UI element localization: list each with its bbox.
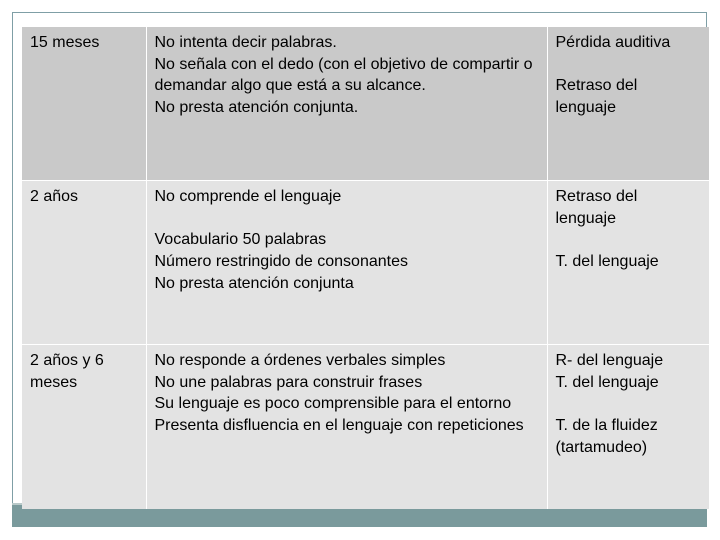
diagnosis-text: R- del lenguaje: [555, 352, 664, 369]
diagnosis-text: Retraso del lenguaje: [555, 77, 642, 117]
sign-text: No presta atención conjunta: [154, 274, 354, 292]
diagnosis-cell: [547, 345, 709, 510]
table-row: [22, 181, 709, 345]
diagnosis-text: Pérdida auditiva: [555, 34, 671, 51]
age-label: 15 meses: [30, 34, 100, 51]
table-row: [22, 345, 709, 510]
sign-text: Su lenguaje es poco comprensible para el entorno: [154, 395, 512, 413]
age-cell: [22, 345, 146, 510]
language-signs-table: [22, 27, 709, 509]
spacer: [556, 54, 702, 76]
sign-text: No une palabras para construir frases: [154, 373, 423, 391]
sign-text: No responde a órdenes verbales simples: [154, 352, 446, 369]
sign-text: Número restringido de consonantes: [154, 253, 408, 271]
table-row: [22, 27, 709, 181]
diagnosis-cell: [547, 27, 709, 181]
sign-text: No presta atención conjunta.: [154, 99, 359, 117]
diagnosis-cell: [547, 181, 709, 345]
age-cell: [22, 27, 146, 181]
signs-cell: [146, 181, 547, 345]
age-label: 2 años: [30, 188, 79, 205]
diagnosis-text: T. del lenguaje: [555, 253, 659, 271]
sign-text: No señala con el dedo (con el objetivo de compartir o demandar algo que está a su alcance.: [154, 55, 537, 95]
sign-text: No intenta decir palabras.: [154, 34, 337, 51]
diagnosis-text: Retraso del lenguaje: [555, 188, 642, 227]
sign-text: Presenta disfluencia en el lenguaje con repeticiones: [154, 417, 524, 435]
sign-text: Vocabulario 50 palabras: [154, 231, 327, 249]
diagnosis-text: T. del lenguaje: [555, 373, 659, 391]
table-container: [22, 27, 709, 509]
diagnosis-text: T. de la fluidez (tartamudeo): [555, 417, 663, 456]
spacer: [556, 393, 702, 415]
age-cell: [22, 181, 146, 345]
age-label: 2 años y 6 meses: [30, 352, 109, 391]
signs-cell: [146, 345, 547, 510]
signs-cell: [146, 27, 547, 181]
spacer: [556, 229, 702, 251]
spacer: [155, 208, 539, 230]
sign-text: No comprende el lenguaje: [154, 188, 342, 205]
